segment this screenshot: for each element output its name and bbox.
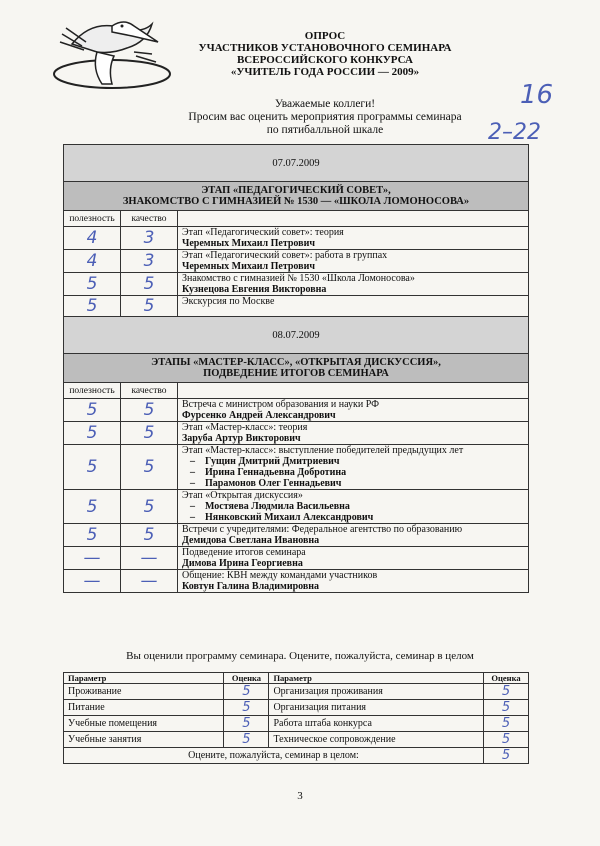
score-header: Оценка [484, 673, 529, 684]
table-row [64, 399, 529, 422]
param-label: Техническое сопровождение [269, 732, 484, 748]
event-speaker: Демидова Светлана Ивановна [182, 535, 320, 546]
quality-score: 5 [143, 496, 155, 517]
col-event-blank [178, 383, 529, 399]
param-score: 5 [242, 700, 251, 715]
greeting-block [170, 98, 480, 137]
event-title: Встречи с учредителями: Федеральное агентство по образованию [182, 524, 463, 535]
event-speaker: Заруба Артур Викторович [182, 433, 301, 444]
table-row [64, 524, 529, 547]
col-usefulness: полезность [64, 383, 121, 399]
usefulness-score: — [83, 548, 101, 568]
pelican-logo [52, 14, 172, 94]
param-label: Организация питания [269, 700, 484, 716]
param-label: Организация проживания [269, 684, 484, 700]
usefulness-score: 4 [86, 251, 98, 271]
param-header: Параметр [64, 673, 224, 684]
usefulness-score: — [83, 571, 101, 591]
param-score: 5 [501, 732, 511, 747]
rating-table [63, 672, 529, 764]
speaker-list [182, 501, 524, 523]
event-title: Этап «Педагогический совет»: теория [182, 227, 344, 238]
rating-overall-row [64, 748, 529, 764]
day1-stage-line1: ЭТАП «ПЕДАГОГИЧЕСКИЙ СОВЕТ», [201, 185, 391, 196]
day2-date: 08.07.2009 [64, 317, 529, 354]
quality-score: 5 [143, 525, 155, 545]
greeting: Уважаемые коллеги! [274, 98, 376, 110]
event-speaker: Кузнецова Евгения Викторовна [182, 284, 327, 295]
day1-date: 07.07.2009 [64, 145, 529, 182]
rating-row [64, 732, 529, 748]
event-speaker: Димова Ирина Георгиевна [182, 558, 303, 569]
title-line-2: УЧАСТНИКОВ УСТАНОВОЧНОГО СЕМИНАРА [198, 42, 452, 54]
table-row [64, 296, 529, 317]
usefulness-score: 4 [86, 228, 98, 248]
rating-intro: Вы оценили программу семинара. Оцените, пожалуйста, семинар в целом [126, 650, 474, 662]
title-line-3: ВСЕРОССИЙСКОГО КОНКУРСА [236, 54, 414, 66]
param-score: 5 [501, 716, 511, 731]
quality-score: 5 [143, 457, 155, 477]
handwritten-range: 2–22 [488, 120, 541, 145]
param-score: 5 [501, 700, 511, 715]
speaker-item: – Ирина Геннадьевна Добротина [190, 467, 524, 478]
param-score: 5 [242, 684, 251, 699]
overall-score: 5 [501, 748, 511, 763]
day2-stage-line2: ПОДВЕДЕНИЕ ИТОГОВ СЕМИНАРА [203, 368, 389, 379]
usefulness-score: 5 [86, 525, 98, 545]
quality-score: — [140, 548, 158, 568]
overall-label: Оцените, пожалуйста, семинар в целом: [64, 748, 484, 764]
score-header: Оценка [224, 673, 269, 684]
request-line-1: Просим вас оценить мероприятия программы семинара [188, 111, 462, 123]
quality-score: 3 [143, 251, 155, 271]
event-title: Подведение итогов семинара [182, 547, 306, 558]
event-speaker: Черемных Михаил Петрович [182, 261, 315, 272]
events-table [63, 144, 529, 593]
usefulness-score: 5 [86, 296, 98, 316]
speaker-item: – Гущин Дмитрий Дмитриевич [190, 456, 524, 467]
event-speaker: Фурсенко Андрей Александрович [182, 410, 336, 421]
usefulness-score: 5 [86, 457, 98, 477]
speaker-item: – Мостяева Людмила Васильевна [190, 501, 524, 512]
param-label: Проживание [64, 684, 224, 700]
table-row [64, 490, 529, 524]
col-quality: качество [121, 383, 178, 399]
table-row [64, 445, 529, 490]
table-row [64, 570, 529, 593]
col-event-blank [178, 211, 529, 227]
col-quality: качество [121, 211, 178, 227]
quality-score: 5 [143, 274, 155, 294]
event-speaker: Черемных Михаил Петрович [182, 238, 315, 249]
page-number: 3 [297, 790, 303, 802]
param-score: 5 [242, 716, 251, 731]
rating-row [64, 700, 529, 716]
rating-row [64, 684, 529, 700]
handwritten-number: 16 [520, 80, 554, 110]
event-title: Этап «Мастер-класс»: выступление победителей предыдущих лет [182, 445, 464, 456]
usefulness-score: 5 [86, 400, 98, 420]
day2-stage-line1: ЭТАПЫ «МАСТЕР-КЛАСС», «ОТКРЫТАЯ ДИСКУССИЯ», [151, 357, 441, 368]
title-line-4: «УЧИТЕЛЬ ГОДА РОССИИ — 2009» [230, 66, 420, 78]
param-score: 5 [242, 732, 251, 747]
event-title: Знакомство с гимназией № 1530 «Школа Ломоносова» [182, 273, 415, 284]
param-header: Параметр [269, 673, 484, 684]
title-line-1: ОПРОС [304, 30, 346, 42]
speaker-item: – Нянковский Михаил Александрович [190, 512, 524, 523]
param-label: Работа штаба конкурса [269, 716, 484, 732]
col-usefulness: полезность [64, 211, 121, 227]
quality-score: — [140, 571, 158, 591]
quality-score: 5 [143, 296, 155, 316]
table-row [64, 250, 529, 273]
param-label: Питание [64, 700, 224, 716]
survey-title [170, 30, 480, 78]
rating-row [64, 716, 529, 732]
usefulness-score: 5 [86, 274, 98, 294]
usefulness-score: 5 [86, 423, 98, 443]
quality-score: 5 [143, 423, 155, 443]
event-title: Этап «Открытая дискуссия» [182, 490, 303, 501]
event-speaker: Ковтун Галина Владимировна [182, 581, 320, 592]
table-row [64, 227, 529, 250]
day1-stage-line2: ЗНАКОМСТВО С ГИМНАЗИЕЙ № 1530 — «ШКОЛА ЛОМОНОСОВА» [122, 196, 470, 207]
table-row [64, 547, 529, 570]
quality-score: 5 [143, 400, 155, 420]
table-row [64, 273, 529, 296]
day2-stage [64, 354, 529, 383]
speaker-item: – Парамонов Олег Геннадьевич [190, 478, 524, 489]
param-score: 5 [501, 684, 511, 699]
speaker-list [182, 456, 524, 489]
event-title: Экскурсия по Москве [182, 296, 275, 307]
request-line-2: по пятибалльной шкале [266, 124, 384, 136]
event-title: Общение: КВН между командами участников [182, 570, 378, 581]
param-label: Учебные занятия [64, 732, 224, 748]
table-row [64, 422, 529, 445]
quality-score: 3 [143, 228, 155, 248]
day1-stage [64, 182, 529, 211]
event-title: Этап «Мастер-класс»: теория [182, 422, 308, 433]
event-title: Этап «Педагогический совет»: работа в группах [182, 250, 388, 261]
param-label: Учебные помещения [64, 716, 224, 732]
event-title: Встреча с министром образования и науки РФ [182, 399, 380, 410]
usefulness-score: 5 [86, 496, 98, 517]
